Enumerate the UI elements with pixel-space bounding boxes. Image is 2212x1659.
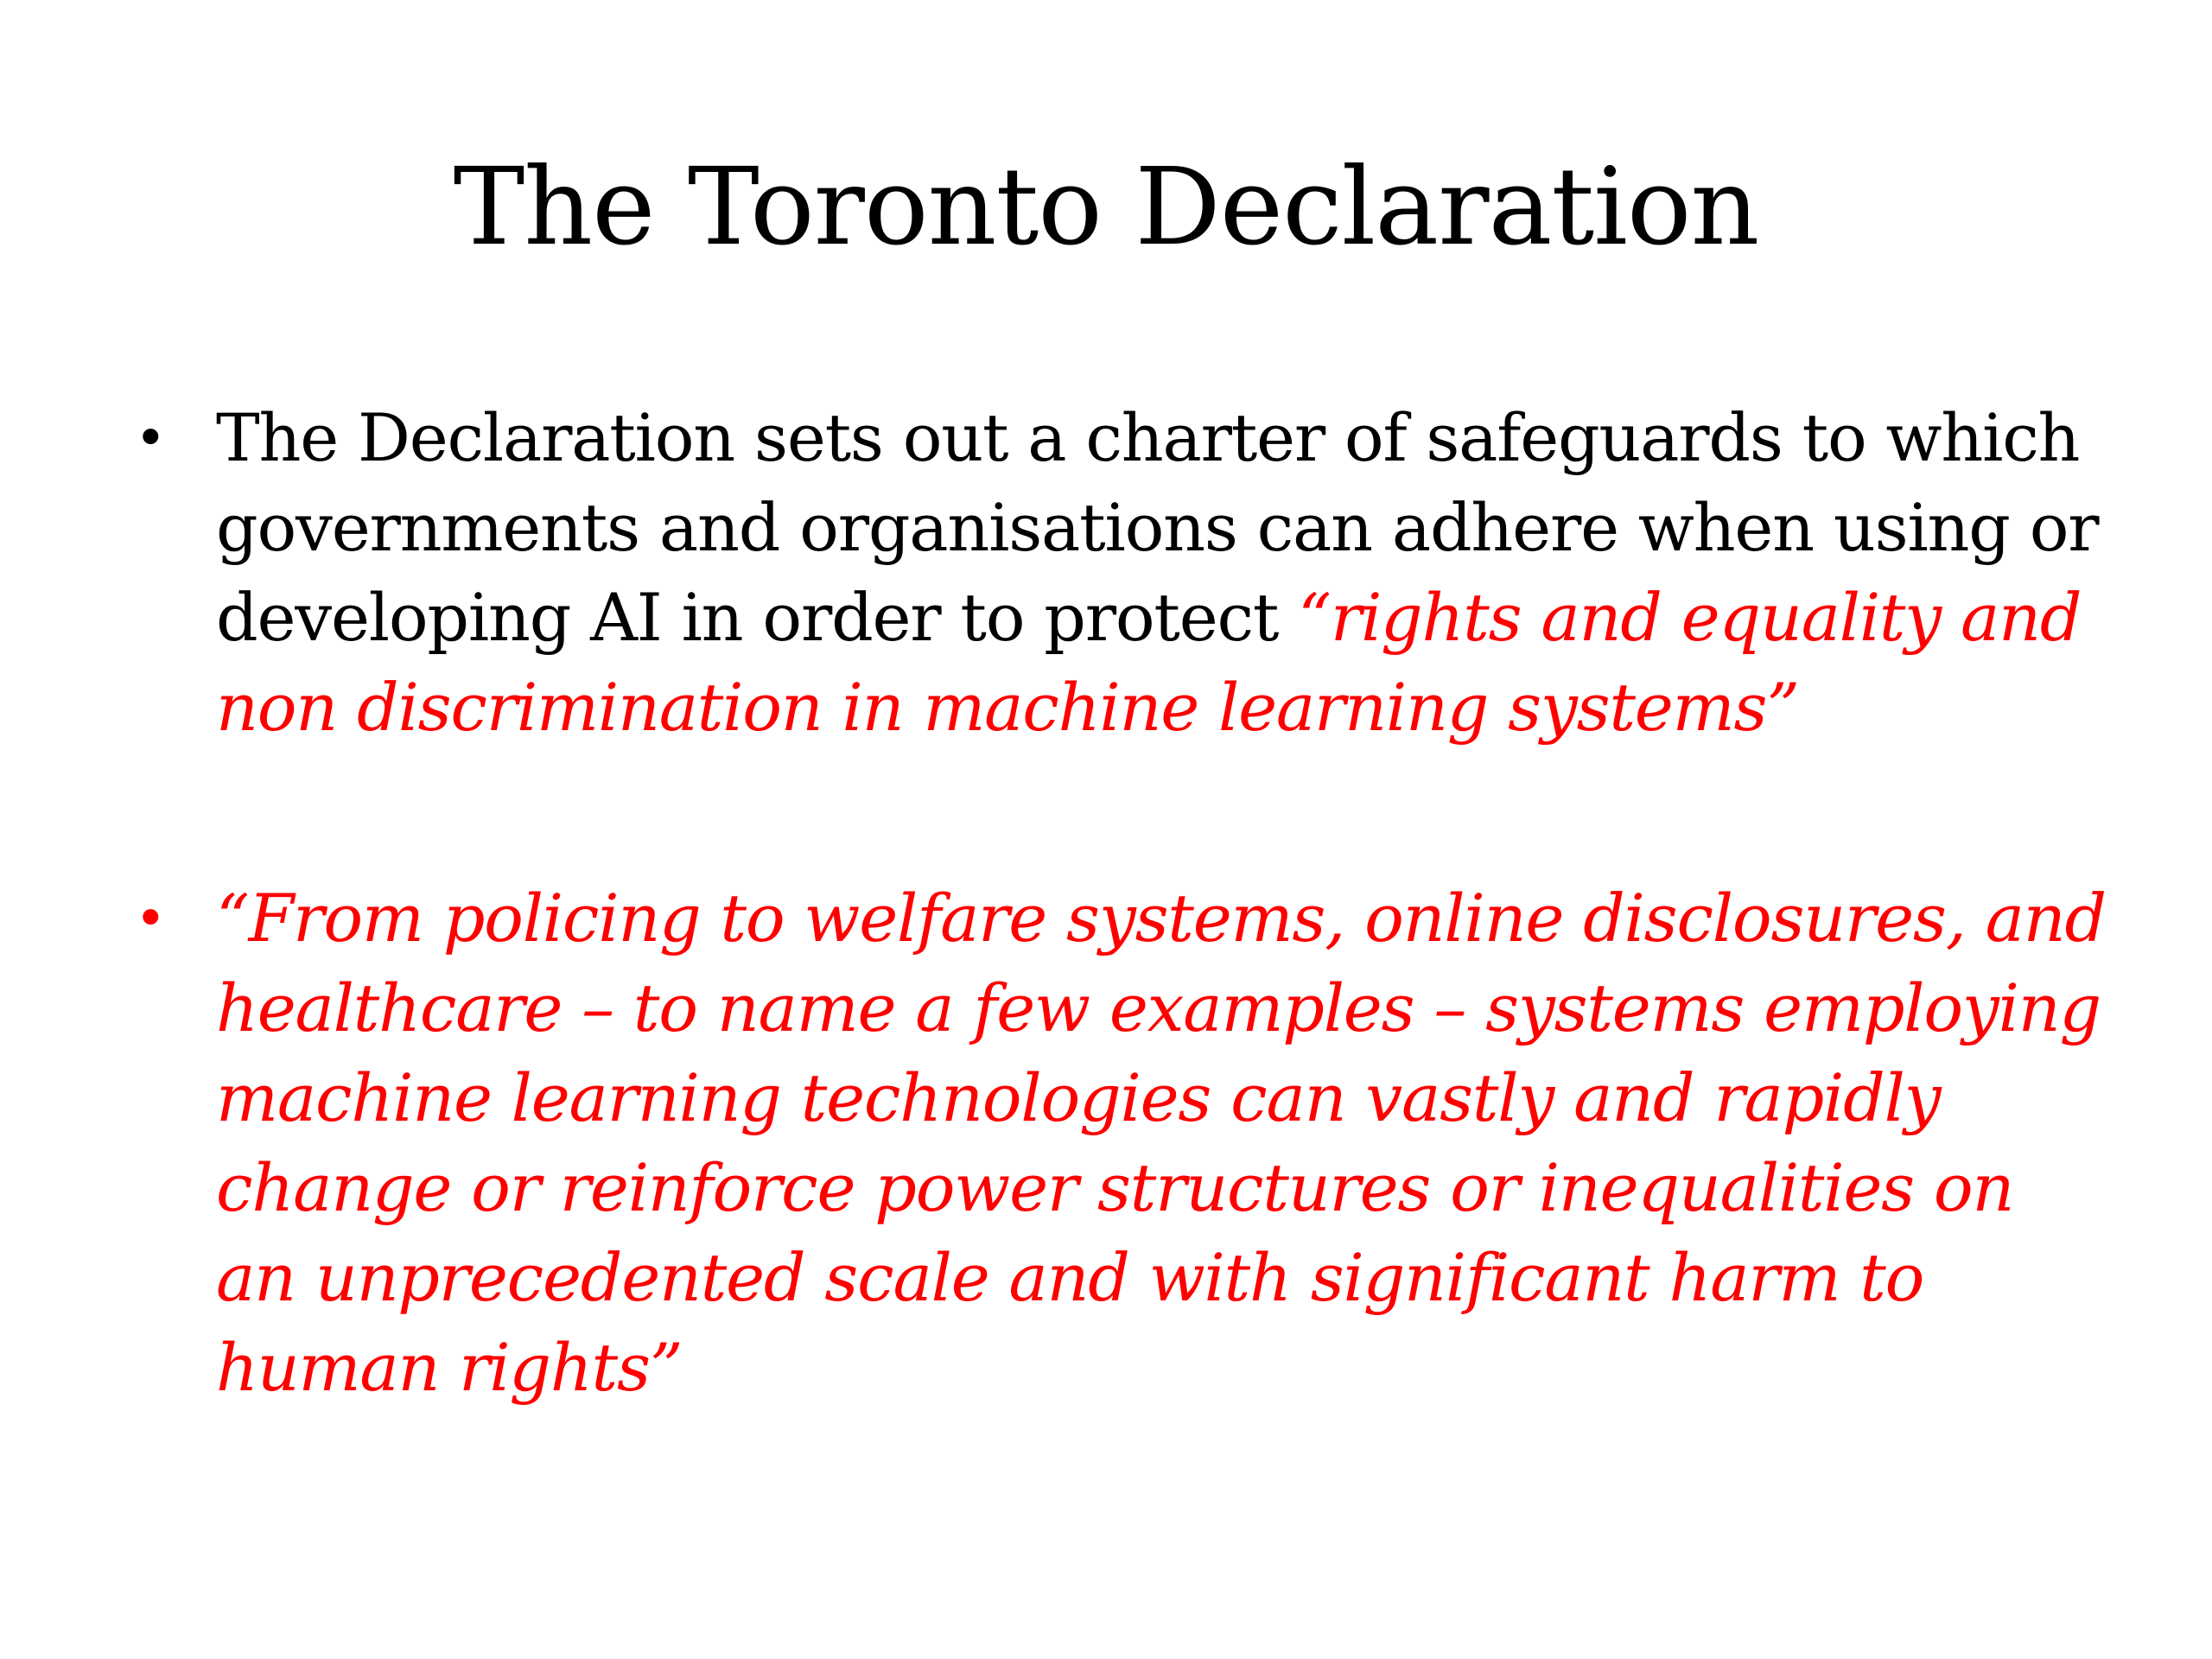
bullet-list xyxy=(130,393,2108,1413)
bullet-text: The Declaration sets out a charter of safeguards to which governments and organisations can adhere when using or developing AI in order to protect xyxy=(216,399,2099,656)
bullet-item xyxy=(130,393,2108,753)
slide-title: The Toronto Declaration xyxy=(453,145,1759,270)
bullet-marker: • xyxy=(135,406,166,469)
bullet-item xyxy=(130,874,2108,1413)
bullet-marker: • xyxy=(135,887,166,950)
bullet-quote: “From policing to welfare systems, online disclosures, and healthcare – to name a few examples – systems employing machine learning technologies can vastly and rapidly change or reinforce power structures or inequalities on an unprecedented scale and with significant harm to human rights” xyxy=(216,880,2106,1406)
bullet-quote: “rights and equality and non discrimination in machine learning systems” xyxy=(216,579,2082,746)
